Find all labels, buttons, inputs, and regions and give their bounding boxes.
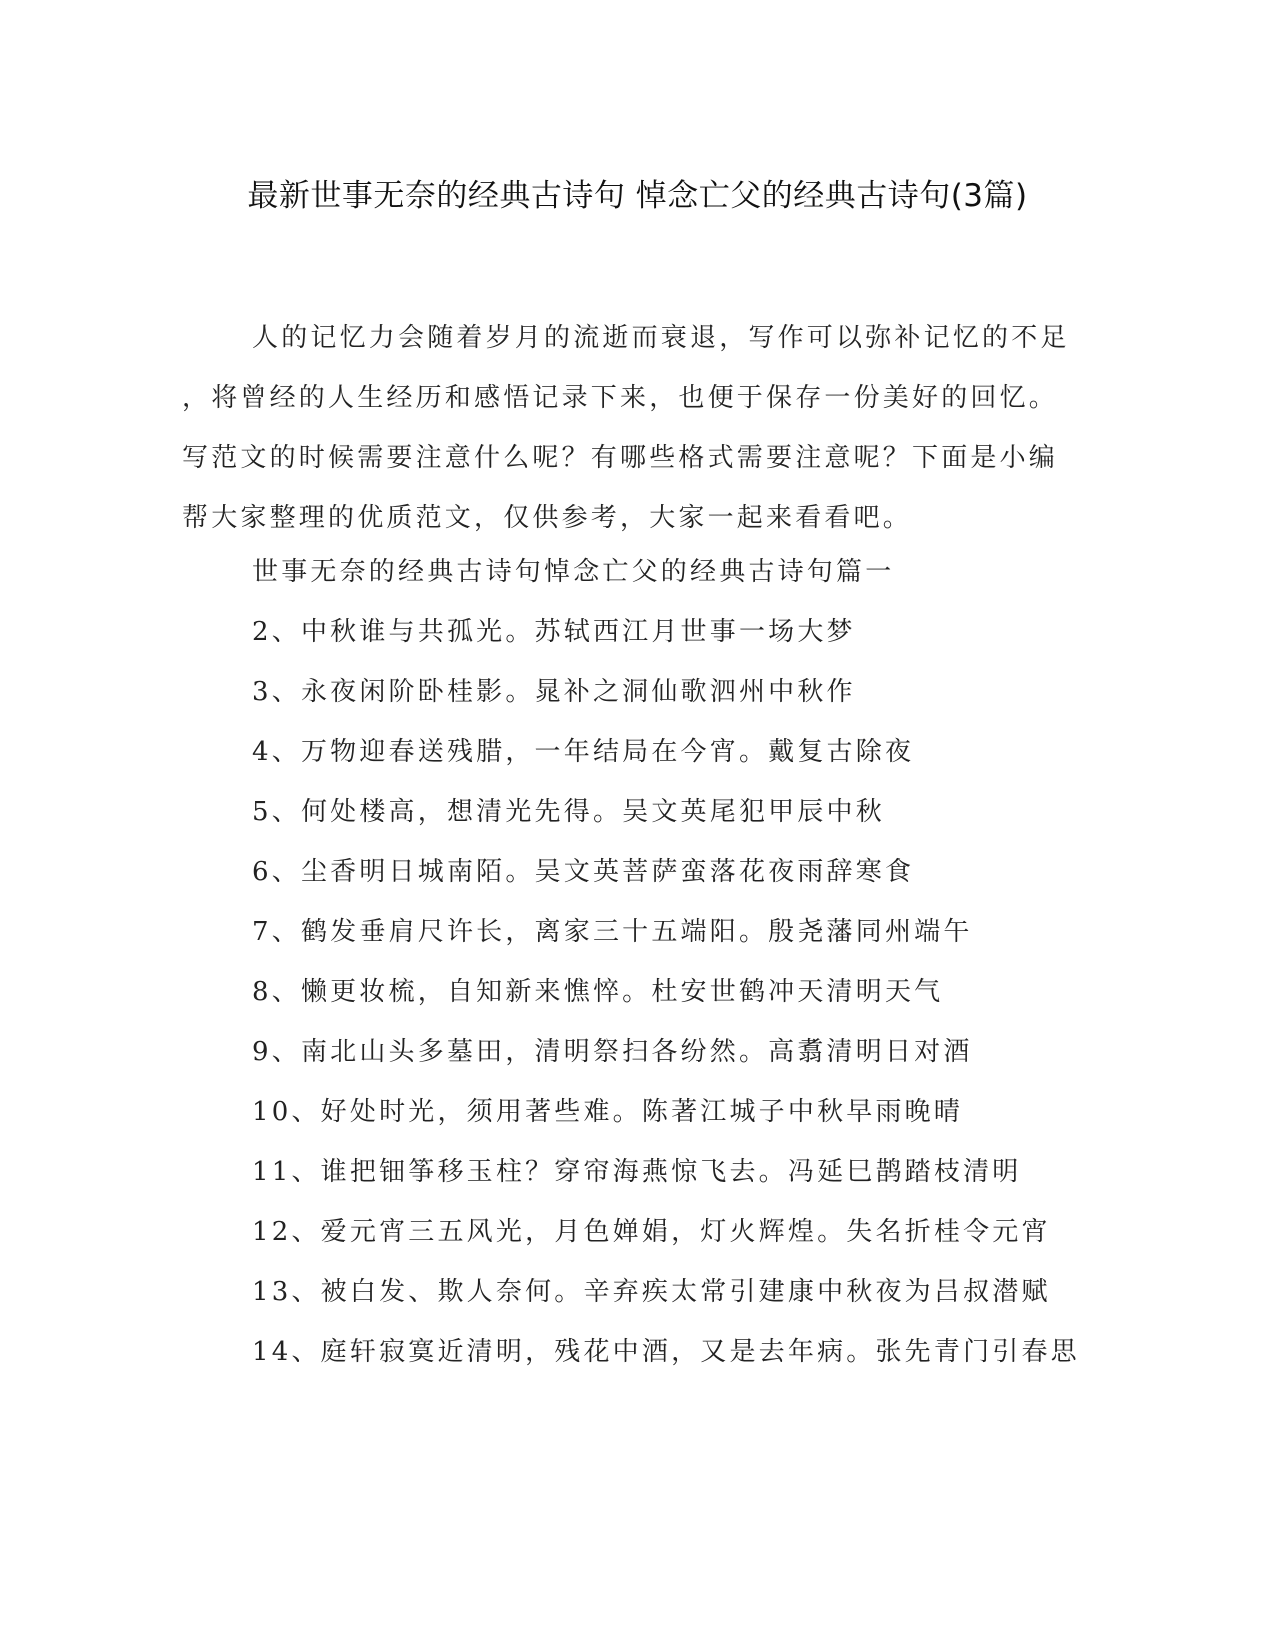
poem-line: 7、鹤发垂肩尺许长，离家三十五端阳。殷尧藩同州端午 [252,917,973,947]
document-title: 最新世事无奈的经典古诗句 悼念亡父的经典古诗句(3篇) [247,178,1028,214]
poem-list [182,552,1080,1392]
poem-line: 14、庭轩寂寞近清明，残花中酒，又是去年病。张先青门引春思 [252,1337,1080,1367]
poem-line: 13、被白发、欺人奈何。辛弃疾太常引建康中秋夜为吕叔潜赋 [252,1277,1051,1307]
poem-line: 2、中秋谁与共孤光。苏轼西江月世事一场大梦 [252,617,856,647]
poem-line: 8、懒更妆梳，自知新来憔悴。杜安世鹤冲天清明天气 [252,977,944,1007]
intro-line: 写范文的时候需要注意什么呢？有哪些格式需要注意呢？下面是小编 [182,443,1059,473]
poem-line: 6、尘香明日城南陌。吴文英菩萨蛮落花夜雨辞寒食 [252,857,915,887]
poem-line: 4、万物迎春送残腊，一年结局在今宵。戴复古除夜 [252,737,915,767]
poem-line: 11、谁把钿筝移玉柱？穿帘海燕惊飞去。冯延巳鹊踏枝清明 [252,1157,1022,1187]
intro-line: 人的记忆力会随着岁月的流逝而衰退，写作可以弥补记忆的不足 [252,323,1070,353]
poem-line: 5、何处楼高，想清光先得。吴文英尾犯甲辰中秋 [252,797,885,827]
intro-paragraph [182,318,1070,558]
section-heading: 世事无奈的经典古诗句悼念亡父的经典古诗句篇一 [252,557,895,587]
poem-line: 12、爱元宵三五风光，月色婵娟，灯火辉煌。失名折桂令元宵 [252,1217,1051,1247]
intro-line: 帮大家整理的优质范文，仅供参考，大家一起来看看吧。 [182,503,913,533]
poem-line: 9、南北山头多墓田，清明祭扫各纷然。高翥清明日对酒 [252,1037,973,1067]
poem-line: 3、永夜闲阶卧桂影。晁补之洞仙歌泗州中秋作 [252,677,856,707]
intro-line: ，将曾经的人生经历和感悟记录下来，也便于保存一份美好的回忆。 [182,383,1059,413]
poem-line: 10、好处时光，须用著些难。陈著江城子中秋早雨晚晴 [252,1097,964,1127]
